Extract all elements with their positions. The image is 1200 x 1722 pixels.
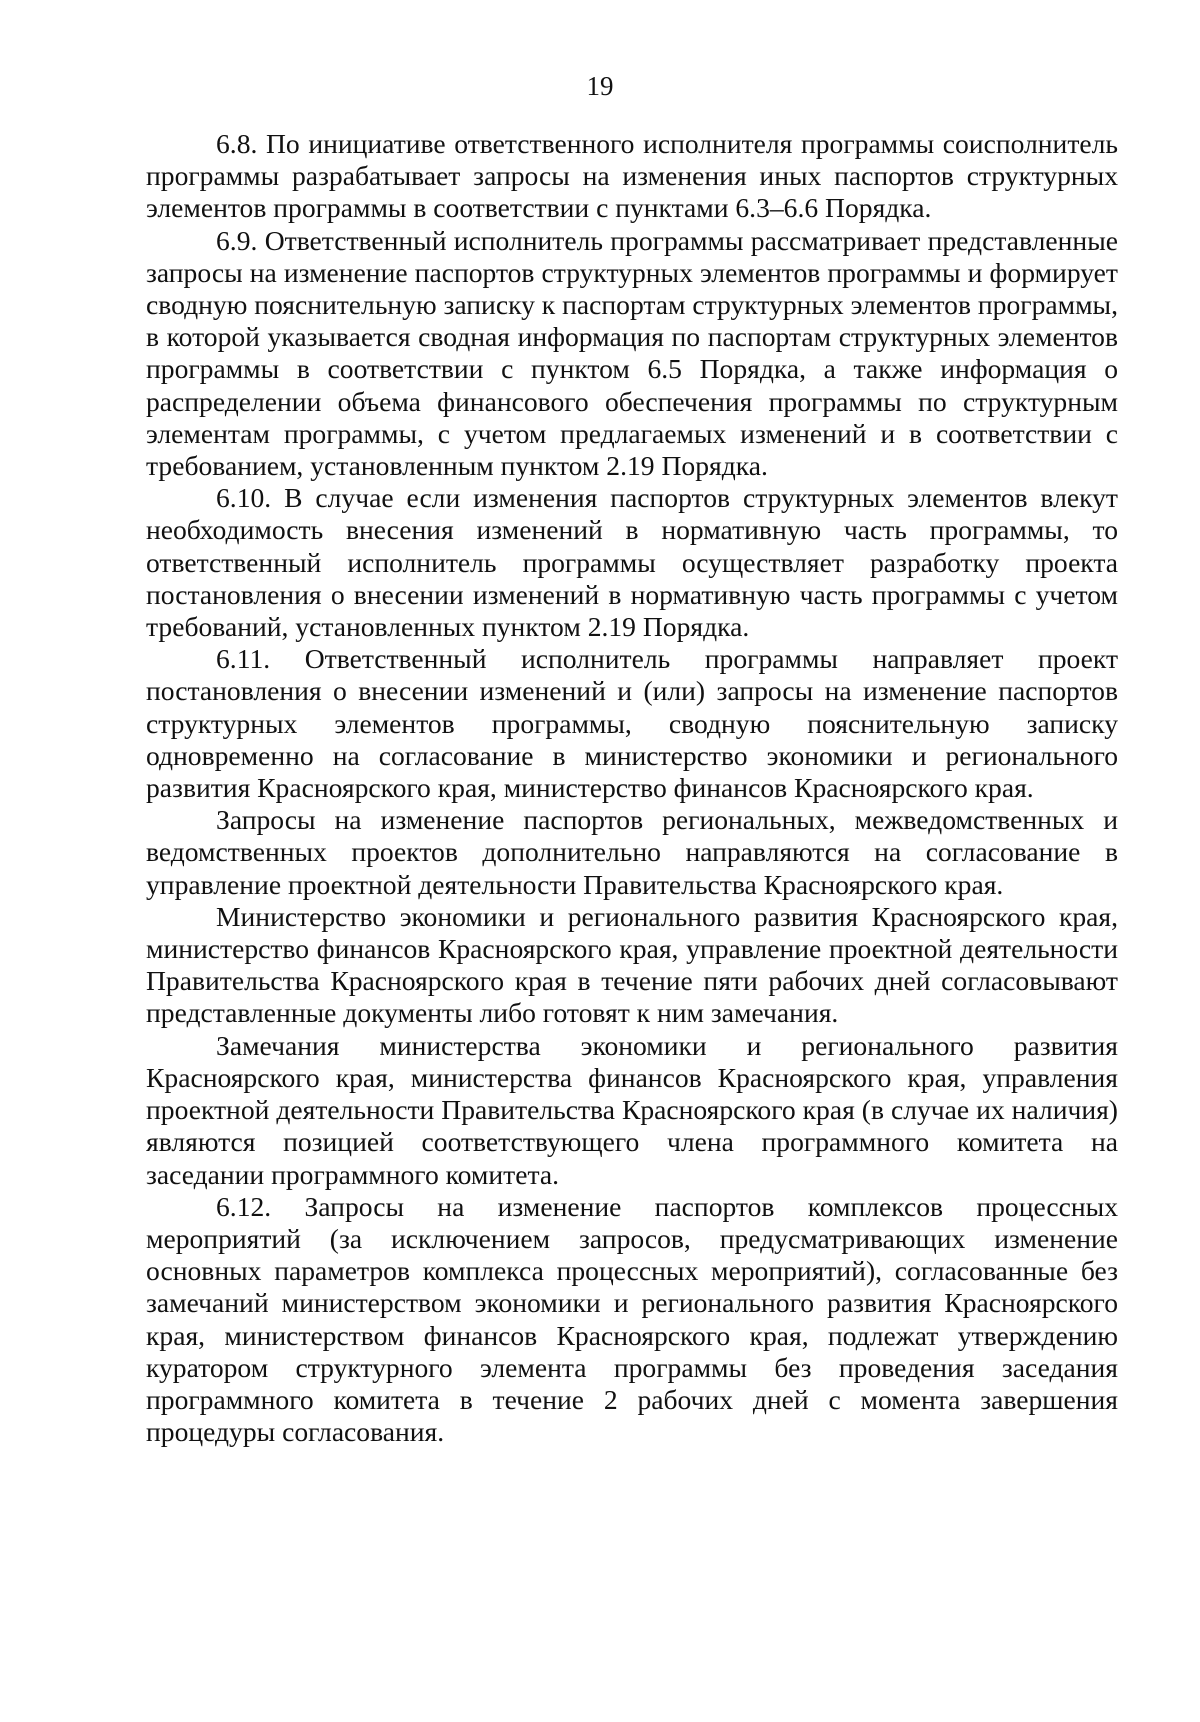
- paragraph-6-11: 6.11. Ответственный исполнитель программы направляет проект постановления о внесении изменений и (или) запросы на изменение паспортов структурных элементов программы, сводную пояснительную записку одновременно на согласование в министерство экономики и регионального развития Красноярского края, министерство финансов Красноярского края.: [146, 643, 1118, 804]
- paragraph-6-10: 6.10. В случае если изменения паспортов структурных элементов влекут необходимость внесения изменений в нормативную часть программы, то ответственный исполнитель программы осуществляет разработку проекта постановления о внесении изменений в нормативную часть программы с учетом требований, установленных пунктом 2.19 Порядка.: [146, 482, 1118, 643]
- paragraph-6-12: 6.12. Запросы на изменение паспортов комплексов процессных мероприятий (за исключением запросов, предусматривающих изменение основных параметров комплекса процессных мероприятий), согласованные без замечаний министерством экономики и регионального развития Красноярского края, министерством финансов Красноярского края, подлежат утверждению куратором структурного элемента программы без проведения заседания программного комитета в течение 2 рабочих дней с момента завершения процедуры согласования.: [146, 1190, 1118, 1448]
- paragraph-6-9: 6.9. Ответственный исполнитель программы рассматривает представленные запросы на изменение паспортов структурных элементов программы и формирует сводную пояснительную записку к паспортам структурных элементов программы, в которой указывается сводная информация по паспортам структурных элементов программы в соответствии с пунктом 6.5 Порядка, а также информация о распределении объема финансового обеспечения программы по структурным элементам программы, с учетом предлагаемых изменений и в соответствии с требованием, установленным пунктом 2.19 Порядка.: [146, 224, 1118, 482]
- paragraph-remarks: Замечания министерства экономики и регионального развития Красноярского края, министерства финансов Красноярского края, управления проектной деятельности Правительства Красноярского края (в случае их наличия) являются позицией соответствующего члена программного комитета на заседании программного комитета.: [146, 1029, 1118, 1190]
- paragraph-ministries-approval: Министерство экономики и регионального развития Красноярского края, министерство финансов Красноярского края, управление проектной деятельности Правительства Красноярского края в течение пяти рабочих дней согласовывают представленные документы либо готовят к ним замечания.: [146, 900, 1118, 1029]
- page-number: 19: [586, 71, 614, 101]
- document-body: [146, 128, 1118, 1448]
- paragraph-project-requests: Запросы на изменение паспортов региональных, межведомственных и ведомственных проектов дополнительно направляются на согласование в управление проектной деятельности Правительства Красноярского края.: [146, 804, 1118, 900]
- paragraph-6-8: 6.8. По инициативе ответственного исполнителя программы соисполнитель программы разрабатывает запросы на изменения иных паспортов структурных элементов программы в соответствии с пунктами 6.3–6.6 Порядка.: [146, 128, 1118, 224]
